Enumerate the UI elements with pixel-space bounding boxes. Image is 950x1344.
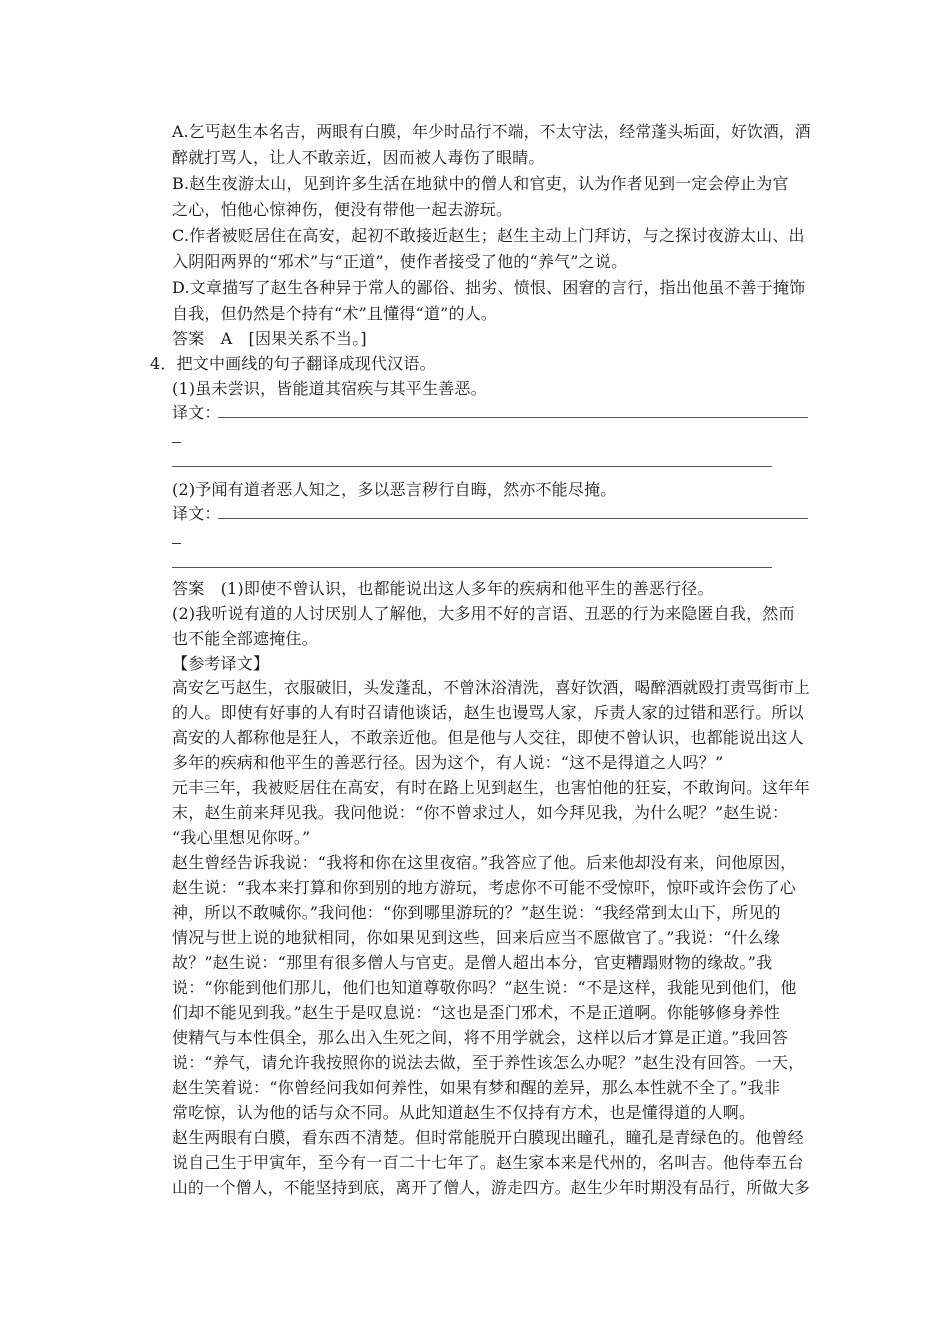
option-c-line-2: 入阴阳两界的“邪术”与“正道”，使作者接受了他的“养气”之说。 <box>172 252 628 271</box>
para-line-21: 山的一个僧人，不能坚持到底，离开了僧人，游走四方。赵生少年时期没有品行，所做大多 <box>172 1178 810 1197</box>
para-line-16: 说：“养气，请允许我按照你的说法去做，至于养性该怎么办呢？”赵生没有回答。一天， <box>172 1053 805 1072</box>
para-line-20: 说自己生于甲寅年，至今有一百二十七年了。赵生家本来是代州的，名叫吉。他侍奉五台 <box>172 1153 804 1172</box>
question-4: 4．把文中画线的句子翻译成现代汉语。 <box>150 354 436 373</box>
answer-blank-1a <box>218 417 808 418</box>
para-line-10: 神，所以不敢喊你。”我问他：“你到哪里游玩的？”赵生说：“我经常到太山下，所见的 <box>172 903 781 922</box>
answer-q4-1: 答案 (1)即使不曾认识，也都能说出这人多年的疾病和他平生的善恶行径。 <box>172 579 714 598</box>
para-line-3: 高安的人都称他是狂人，不敢亲近他。但是他与人交往，即使不曾认识，也都能说出这人 <box>172 728 804 747</box>
para-line-2: 的人。即使有好事的人有时召请他谈话，赵生也谩骂人家，斥责人家的过错和恶行。所以 <box>172 703 804 722</box>
answer-blank-dash-2 <box>172 543 181 544</box>
answer-q3: 答案 A [因果关系不当。] <box>172 329 367 348</box>
option-b-line-2: 之心，怕他心惊神伤，便没有带他一起去游玩。 <box>172 200 513 219</box>
para-line-7: “我心里想见你呀。” <box>172 828 311 847</box>
option-a-line-1: A.乞丐赵生本名吉，两眼有白膜，年少时品行不端，不太守法，经常蓬头垢面，好饮酒，酒 <box>172 122 811 141</box>
para-line-4: 多年的疾病和他平生的善恶行径。因为这个，有人说：“这不是得道之人吗？” <box>172 753 724 772</box>
para-line-12: 故？”赵生说：“那里有很多僧人与官吏。是僧人超出本分，官吏糟蹋财物的缘故。”我 <box>172 953 773 972</box>
para-line-5: 元丰三年，我被贬居住在高安，有时在路上见到赵生，也害怕他的狂妄，不敢询问。这年年 <box>172 778 810 797</box>
option-d-line-2: 自我，但仍然是个持有“术”且懂得“道”的人。 <box>172 304 498 323</box>
para-line-17: 赵生笑着说：“你曾经问我如何养性，如果有梦和醒的差异，那么本性就不全了。”我非 <box>172 1078 781 1097</box>
para-line-9: 赵生说：“我本来打算和你到别的地方游玩，考虑你不可能不受惊吓，惊吓或许会伤了心 <box>172 878 796 897</box>
answer-blank-dash-1 <box>172 442 181 443</box>
translation-label-1: 译文： <box>172 403 221 422</box>
answer-q4-2-line-2: 也不能全部遮掩住。 <box>172 629 318 648</box>
para-line-1: 高安乞丐赵生，衣服破旧，头发蓬乱，不曾沐浴清洗，喜好饮酒，喝醉酒就殴打责骂街市上 <box>172 678 810 697</box>
answer-blank-2b <box>172 567 772 568</box>
para-line-13: 说：“你能到他们那儿，他们也知道尊敬你吗？”赵生说：“不是这样，我能见到他们，他 <box>172 978 797 997</box>
option-d-line-1: D.文章描写了赵生各种异于常人的鄙俗、拙劣、愤恨、困窘的言行，指出他虽不善于掩饰 <box>172 278 806 297</box>
option-c-line-1: C.作者被贬居住在高安，起初不敢接近赵生；赵生主动上门拜访，与之探讨夜游太山、出 <box>172 226 805 245</box>
option-a-line-2: 醉就打骂人，让人不敢亲近，因而被人毒伤了眼睛。 <box>172 148 545 167</box>
sentence-1: (1)虽未尝识，皆能道其宿疾与其平生善恶。 <box>172 379 487 398</box>
para-line-19: 赵生两眼有白膜，看东西不清楚。但时常能脱开白膜现出瞳孔，瞳孔是青绿色的。他曾经 <box>172 1128 804 1147</box>
option-b-line-1: B.赵生夜游太山，见到许多生活在地狱中的僧人和官吏，认为作者见到一定会停止为官 <box>172 174 789 193</box>
para-line-8: 赵生曾经告诉我说：“我将和你在这里夜宿。”我答应了他。后来他却没有来，问他原因， <box>172 853 797 872</box>
para-line-15: 使精气与本性俱全，那么出入生死之间，将不用学就会，这样以后才算是正道。”我回答 <box>172 1028 788 1047</box>
answer-q4-2-line-1: (2)我听说有道的人讨厌别人了解他，大多用不好的言语、丑恶的行为来隐匿自我，然而 <box>172 604 795 623</box>
para-line-18: 常吃惊，认为他的话与众不同。从此知道赵生不仅持有方术，也是懂得道的人啊。 <box>172 1103 756 1122</box>
para-line-14: 们却不能见到我。”赵生于是叹息说：“这也是歪门邪术，不是正道啊。你能够修身养性 <box>172 1003 781 1022</box>
para-line-6: 末，赵生前来拜见我。我问他说：“你不曾求过人，如今拜见我，为什么呢？”赵生说： <box>172 803 789 822</box>
answer-blank-2a <box>218 518 808 519</box>
answer-blank-1b <box>172 466 772 467</box>
para-line-11: 情况与世上说的地狱相同，你如果见到这些，回来后应当不愿做官了。”我说：“什么缘 <box>172 928 781 947</box>
reference-translation-heading: 【参考译文】 <box>172 654 270 673</box>
sentence-2: (2)予闻有道者恶人知之，多以恶言秽行自晦，然亦不能尽掩。 <box>172 480 617 499</box>
translation-label-2: 译文： <box>172 504 221 523</box>
